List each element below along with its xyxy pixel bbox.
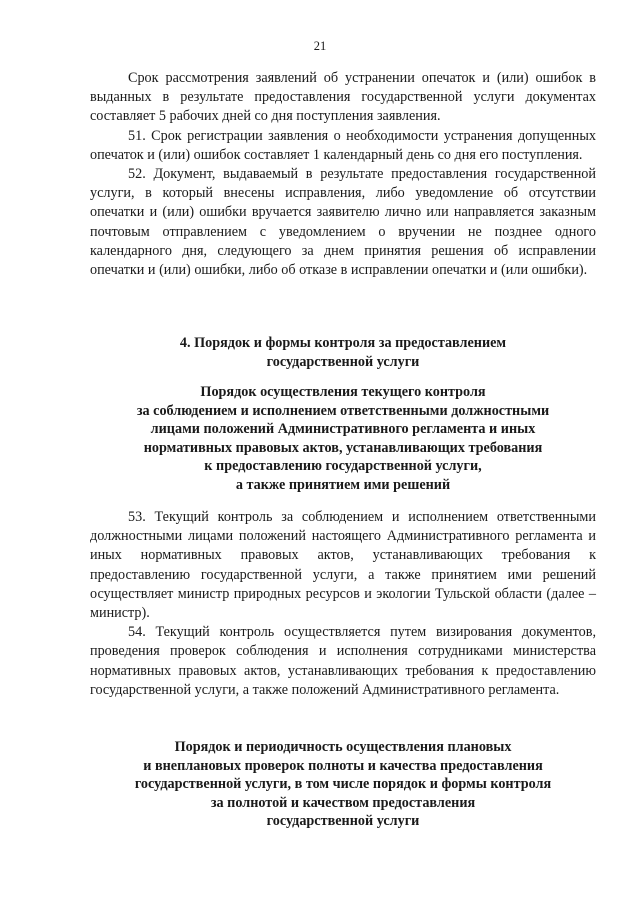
- section-heading-line: 4. Порядок и формы контроля за предоставлением: [179, 335, 507, 351]
- subheading-line: к предоставлению государственной услуги,: [204, 458, 482, 475]
- section-heading: [90, 334, 596, 371]
- page-number: 21: [313, 39, 327, 53]
- paragraph-53: 53. Текущий контроль за соблюдением и исполнением ответственными должностными лицами положений настоящего Административного регламента и иных нормативных правовых актов, устанавливающих требования к предоставлению государственной услуги, а также принятием ими решений осуществляет министр природных ресурсов и экологии Тульской области (далее – министр).: [90, 509, 596, 622]
- subheading-line: лицами положений Административного регламента и иных: [150, 421, 536, 438]
- subheading-line: государственной услуги, в том числе порядок и формы контроля: [134, 776, 552, 793]
- paragraph-54: 54. Текущий контроль осуществляется путем визирования документов, проведения проверок соблюдения и исполнения сотрудниками министерства нормативных правовых актов, устанавливающих требования к предоставлению государственной услуги, а также положений Административного регламента.: [90, 624, 596, 698]
- paragraph-typo-review-period: Срок рассмотрения заявлений об устранении опечаток и (или) ошибок в выданных в результате предоставления государственной услуги документах составляет 5 рабочих дней со дня поступления заявления.: [90, 70, 596, 125]
- subheading-current-control: [90, 383, 596, 495]
- subheading-line: а также принятием ими решений: [235, 476, 451, 493]
- paragraph-51: 51. Срок регистрации заявления о необходимости устранения допущенных опечаток и (или) ошибок составляет 1 календарный день со дня его поступления.: [90, 127, 596, 163]
- subheading-line: Порядок и периодичность осуществления плановых: [174, 739, 512, 755]
- subheading-inspections: [90, 738, 596, 831]
- subheading-line: и внеплановых проверок полноты и качества предоставления: [143, 757, 543, 774]
- subheading-line: государственной услуги: [266, 813, 420, 830]
- paragraphs-middle: [90, 508, 596, 700]
- subheading-line: Порядок осуществления текущего контроля: [200, 384, 486, 400]
- subheading-line: нормативных правовых актов, устанавливающих требования: [143, 439, 543, 456]
- subheading-line: за полнотой и качеством предоставления: [210, 794, 476, 811]
- section-heading-line: государственной услуги: [266, 353, 420, 370]
- paragraphs-top: [90, 69, 596, 280]
- paragraph-52: 52. Документ, выдаваемый в результате предоставления государственной услуги, в который внесены исправления, либо уведомление об отсутствии опечатки и (или) ошибки вручается заявителю лично или направляется заказным почтовым отправлением с уведомлением о вручении не позднее одного календарного дня, следующего за днем принятия решения об исправлении опечатки и (или) ошибки, либо об отказе в исправлении опечатки и (или ошибки).: [90, 166, 596, 279]
- subheading-line: за соблюдением и исполнением ответственными должностными: [136, 402, 550, 419]
